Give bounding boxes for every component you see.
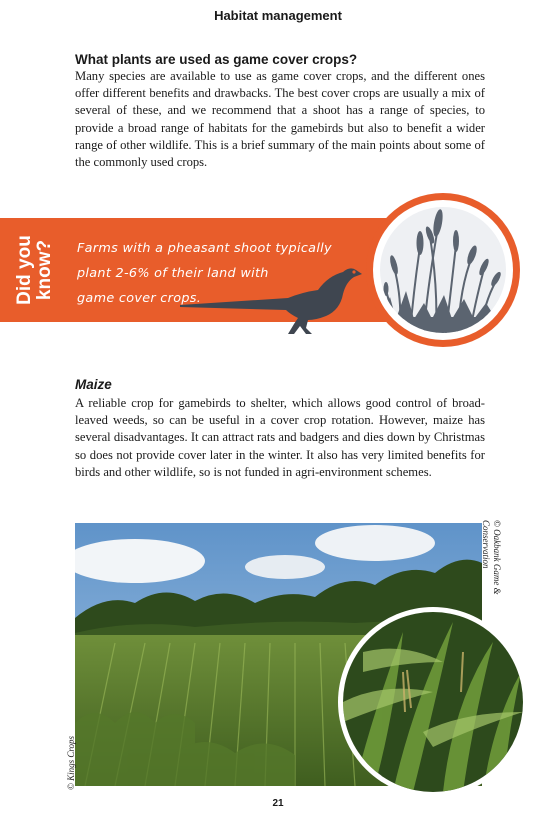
photo-credit-left: © Kings Crops <box>66 735 76 790</box>
section-heading-maize: Maize <box>75 377 112 392</box>
did-you-know-line1: Did you <box>14 235 35 305</box>
maize-closeup-frame <box>338 607 528 797</box>
photo-credit-right <box>480 520 502 595</box>
fact-line-3: game cover crops. <box>77 291 202 306</box>
running-header: Habitat management <box>214 8 342 23</box>
section-paragraph-maize: A reliable crop for gamebirds to shelter, which allows good control of broad-leaved weeds, so can be useful in a cover crop rotation. However, maize has several disadvantages. It can attract rats and badgers and dies down by Christmas so does not provide cover later in the winter. It also has very limited benefits for birds and other wildlife, so is not funded in agri-environment schemes. <box>75 396 485 479</box>
grass-circle <box>373 200 513 340</box>
section-heading-game-cover-crops: What plants are used as game cover crops? <box>75 52 358 67</box>
maize-closeup-photo <box>343 612 523 792</box>
did-you-know-label <box>0 218 70 322</box>
photo-credit-right-line2: Conservation <box>481 520 491 569</box>
fact-line-1: Farms with a pheasant shoot typically <box>77 241 332 256</box>
photo-credit-right-line1: © Oakbank Game & <box>492 520 502 595</box>
did-you-know-line2: know? <box>34 239 55 301</box>
grass-seedheads-icon <box>380 207 506 333</box>
page-number: 21 <box>272 798 284 809</box>
pheasant-silhouette-icon <box>178 262 368 340</box>
section-paragraph-intro: Many species are available to use as game cover crops, and the different ones offer different benefits and drawbacks. The best cover crops are usually a mix of several of these, and we recommend that a shoot has a range of species, to provide a broad range of habitats for the gamebirds but also to benefit a wider range of other wildlife. This is a brief summary of the main points about some of the commonly used crops. <box>75 69 485 170</box>
fact-line-2: plant 2-6% of their land with <box>77 266 269 281</box>
